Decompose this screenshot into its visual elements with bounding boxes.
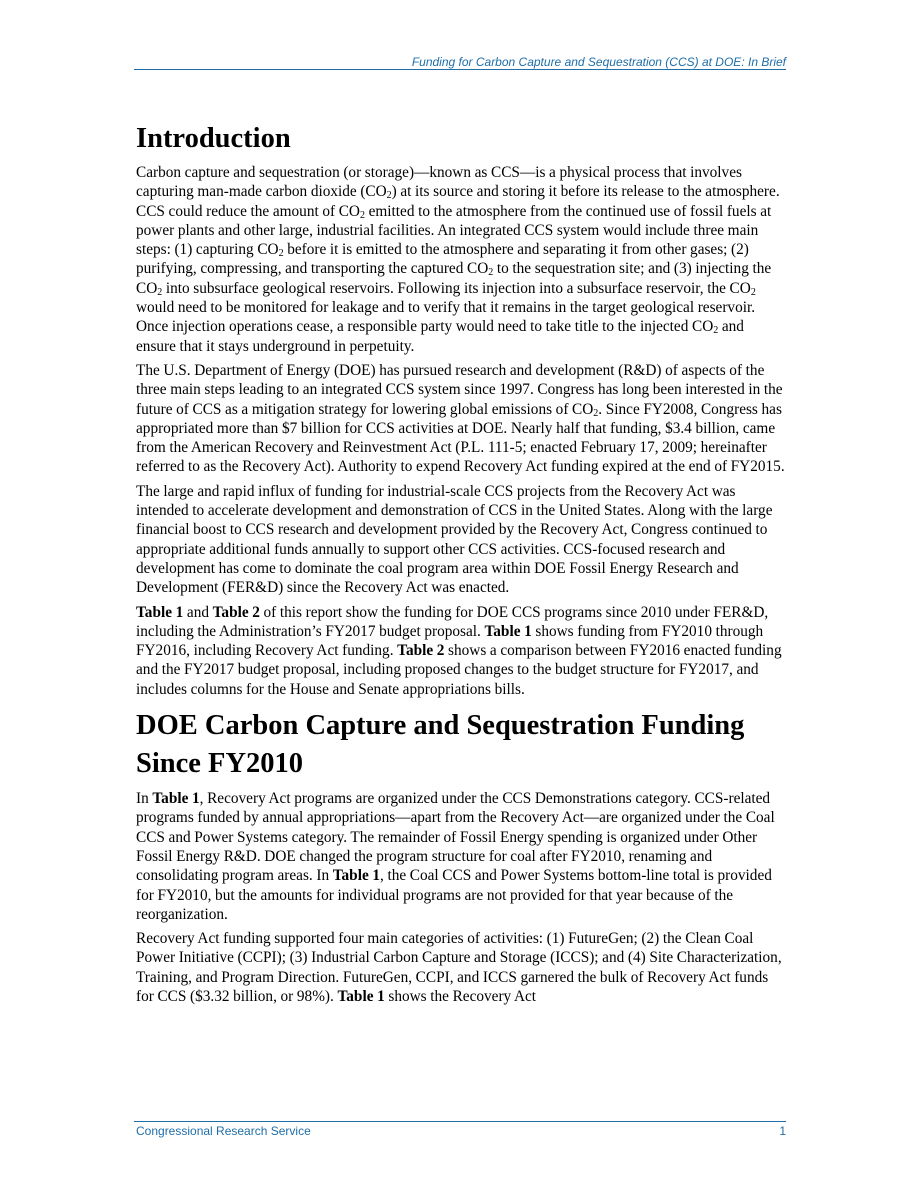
funding-section-heading: DOE Carbon Capture and Sequestration Funding Since FY2010 bbox=[136, 710, 745, 780]
introduction-heading: Introduction bbox=[136, 123, 291, 154]
footer-publisher: Congressional Research Service bbox=[136, 1124, 311, 1138]
funding-paragraph-1: In Table 1, Recovery Act programs are organized under the CCS Demonstrations category. CCS-related programs funded by annual appropriations—apart from the Recovery Act—are organized under the Coal CCS and Power Systems category. The remainder of Fossil Energy spending is organized under Other Fossil Energy R&D. DOE changed the program structure for coal after FY2010, renaming and consolidating program areas. In Table 1, the Coal CCS and Power Systems bottom-line total is provided for FY2010, but the amounts for individual programs are not provided for that year because of the reorganization. bbox=[136, 790, 775, 923]
table-1-reference: Table 1 bbox=[152, 790, 200, 808]
intro-paragraph-2: The U.S. Department of Energy (DOE) has pursued research and development (R&D) of aspects of the three main steps leading to an integrated CCS system since 1997. Congress has long been interested in the future of CCS as a mitigation strategy for lowering global emissions of $CO_2$. Since FY2008, Congress has appropriated more than $7 billion for CCS activities at DOE. Nearly half that funding, $3.4 billion, came from the American Recovery and Reinvestment Act (P.L. 111-5; enacted February 17, 2009; hereinafter referred to as the Recovery Act). Authority to expend Recovery Act funding expired at the end of FY2015. bbox=[136, 361, 785, 476]
page-body bbox=[136, 120, 786, 1011]
funding-paragraph-2: Recovery Act funding supported four main categories of activities: (1) FutureGen; (2) the Clean Coal Power Initiative (CCPI); (3) Industrial Carbon Capture and Storage (ICCS); and (4) Site Characterization, Training, and Program Direction. FutureGen, CCPI, and ICCS garnered the bulk of Recovery Act funds for CCS ($3.32 billion, or 98%). Table 1 shows the Recovery Act bbox=[136, 930, 782, 1005]
table-2-reference: Table 2 bbox=[212, 603, 260, 621]
table-2-reference: Table 2 bbox=[397, 642, 445, 660]
header-divider bbox=[134, 69, 786, 70]
table-1-reference: Table 1 bbox=[484, 622, 532, 640]
running-header: Funding for Carbon Capture and Sequestration (CCS) at DOE: In Brief bbox=[411, 55, 786, 69]
intro-paragraph-3: The large and rapid influx of funding for industrial-scale CCS projects from the Recovery Act was intended to accelerate development and demonstration of CCS in the United States. Along with the large financial boost to CCS research and development provided by the Recovery Act, Congress continued to appropriate additional funds annually to support other CCS activities. CCS-focused research and development has come to dominate the coal program area within DOE Fossil Energy Research and Development (FER&D) since the Recovery Act was enacted. bbox=[136, 482, 773, 597]
table-1-reference: Table 1 bbox=[337, 987, 385, 1005]
footer-divider bbox=[134, 1121, 786, 1122]
intro-paragraph-1: Carbon capture and sequestration (or storage)—known as CCS—is a physical process that involves capturing man-made carbon dioxide $(CO_2)$ at its source and storing it before its release to the atmosphere. CCS could reduce the amount of $CO_2$ emitted to the atmosphere from the continued use of fossil fuels at power plants and other large, industrial facilities. An integrated CCS system would include three main steps: (1) capturing $CO_2$ before it is emitted to the atmosphere and separating it from other gases; (2) purifying, compressing, and transporting the captured $CO_2$ to the sequestration site; and (3) injecting the $CO_2$ into subsurface geological reservoirs. Following its injection into a subsurface reservoir, the $CO_2$ would need to be monitored for leakage and to verify that it remains in the target geological reservoir. Once injection operations cease, a responsible party would need to take title to the injected $CO_2$ and ensure that it stays underground in perpetuity. bbox=[136, 164, 780, 355]
table-1-reference: Table 1 bbox=[136, 603, 184, 621]
intro-paragraph-4: Table 1 and Table 2 of this report show the funding for DOE CCS programs since 2010 under FER&D, including the Administration’s FY2017 budget proposal. Table 1 shows funding from FY2010 through FY2016, including Recovery Act funding. Table 2 shows a comparison between FY2016 enacted funding and the FY2017 budget proposal, including proposed changes to the budget structure for FY2017, and includes columns for the House and Senate appropriations bills. bbox=[136, 603, 782, 698]
table-1-reference: Table 1 bbox=[332, 867, 381, 885]
page-number: 1 bbox=[779, 1124, 786, 1138]
